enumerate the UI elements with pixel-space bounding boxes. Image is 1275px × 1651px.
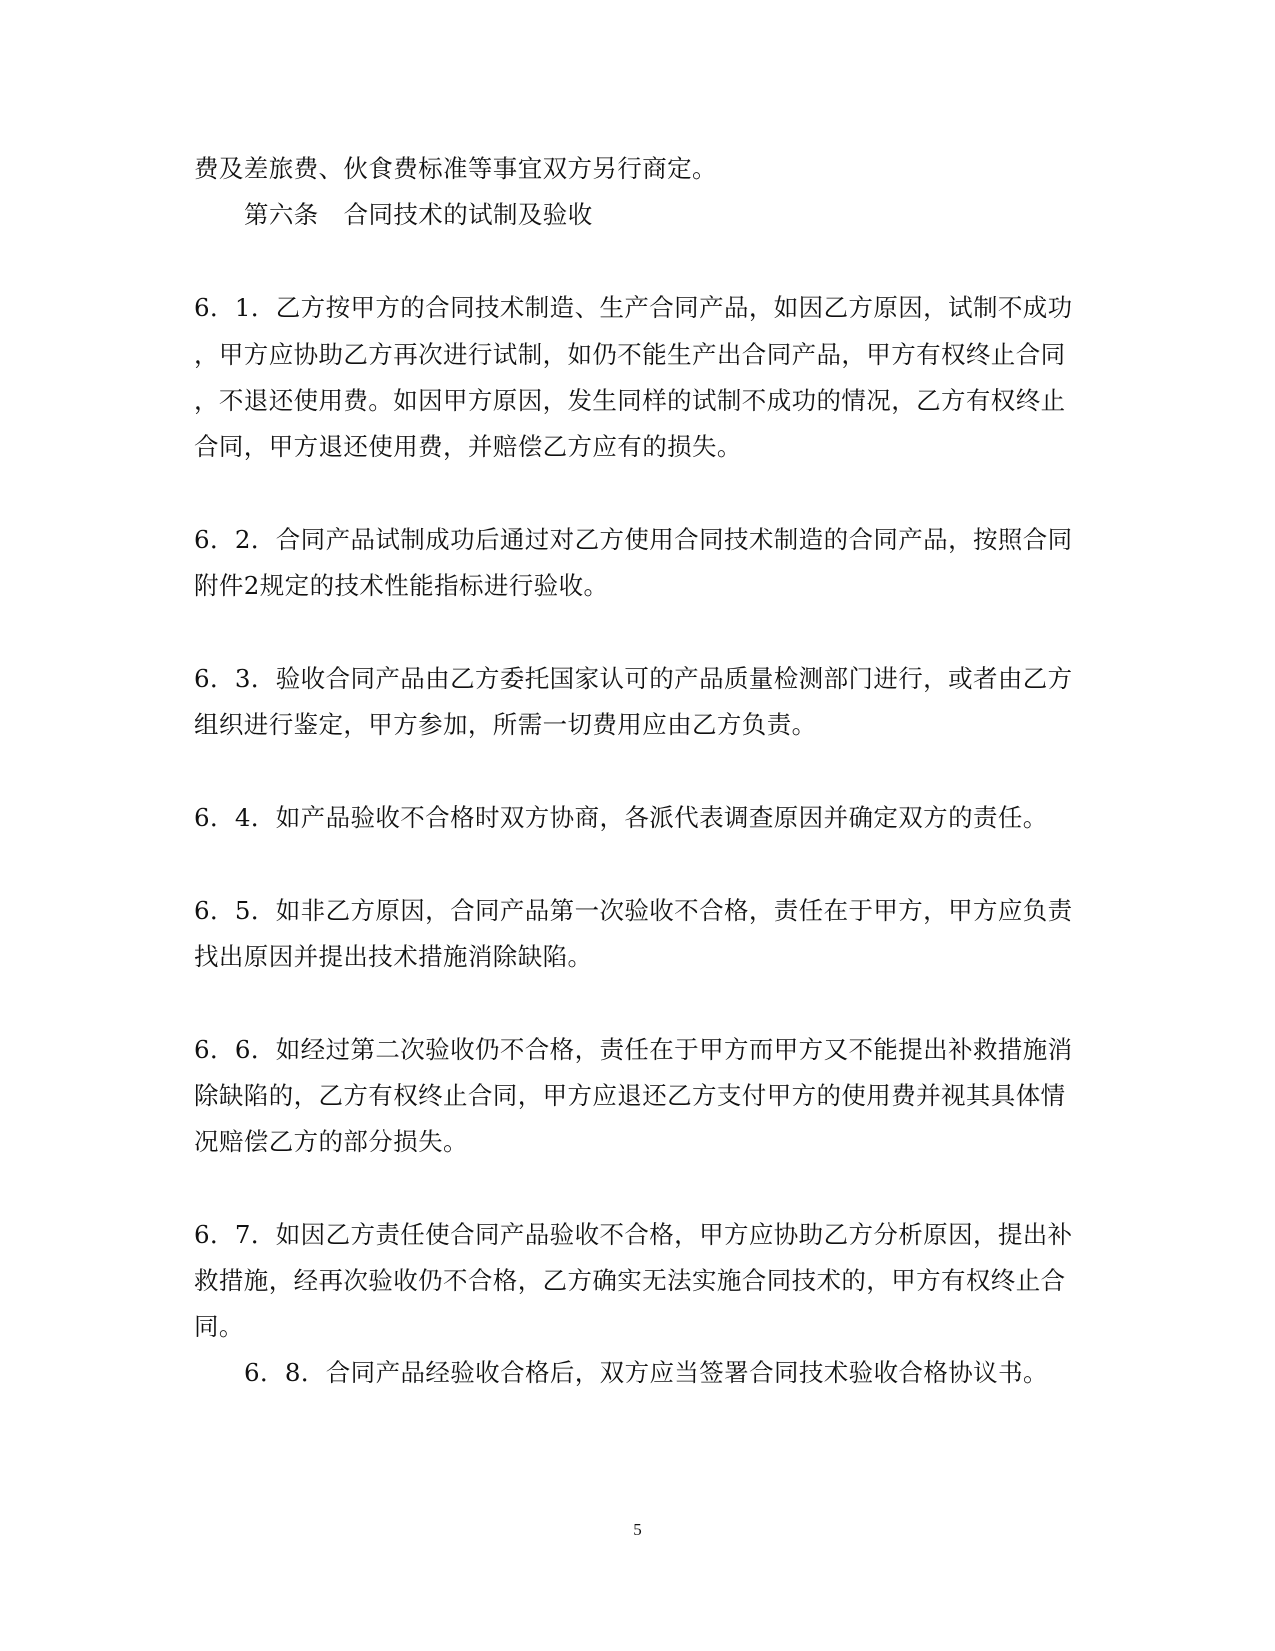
text-line: 6．2．合同产品试制成功后通过对乙方使用合同技术制造的合同产品，按照合同 <box>194 525 1073 554</box>
section-heading: 第六条 合同技术的试制及验收 <box>244 200 593 229</box>
text-line: 况赔偿乙方的部分损失。 <box>194 1127 468 1156</box>
text-line: 6．4．如产品验收不合格时双方协商，各派代表调查原因并确定双方的责任。 <box>194 803 1048 832</box>
text-line: 6．7．如因乙方责任使合同产品验收不合格，甲方应协助乙方分析原因，提出补 <box>194 1220 1073 1249</box>
page-number: 5 <box>633 1520 642 1539</box>
text-line: 费及差旅费、伙食费标准等事宜双方另行商定。 <box>194 154 717 183</box>
text-line: 合同，甲方退还使用费，并赔偿乙方应有的损失。 <box>194 432 742 461</box>
text-line: 6．3．验收合同产品由乙方委托国家认可的产品质量检测部门进行，或者由乙方 <box>194 664 1073 693</box>
text-line: ，不退还使用费。如因甲方原因，发生同样的试制不成功的情况，乙方有权终止 <box>194 386 1066 415</box>
text-line: 同。 <box>194 1312 244 1341</box>
text-line: ，甲方应协助乙方再次进行试制，如仍不能生产出合同产品，甲方有权终止合同 <box>194 340 1066 369</box>
text-line: 6．6．如经过第二次验收仍不合格，责任在于甲方而甲方又不能提出补救措施消 <box>194 1035 1073 1064</box>
text-line: 救措施，经再次验收仍不合格，乙方确实无法实施合同技术的，甲方有权终止合 <box>194 1266 1066 1295</box>
text-line: 6．1．乙方按甲方的合同技术制造、生产合同产品，如因乙方原因，试制不成功 <box>194 293 1073 322</box>
text-line: 除缺陷的，乙方有权终止合同，甲方应退还乙方支付甲方的使用费并视其具体情 <box>194 1081 1066 1110</box>
text-line: 6．8．合同产品经验收合格后，双方应当签署合同技术验收合格协议书。 <box>244 1358 1048 1387</box>
text-line: 6．5．如非乙方原因，合同产品第一次验收不合格，责任在于甲方，甲方应负责 <box>194 896 1073 925</box>
text-line: 附件2规定的技术性能指标进行验收。 <box>194 571 609 600</box>
text-line: 组织进行鉴定，甲方参加，所需一切费用应由乙方负责。 <box>194 710 817 739</box>
text-line: 找出原因并提出技术措施消除缺陷。 <box>194 942 593 971</box>
